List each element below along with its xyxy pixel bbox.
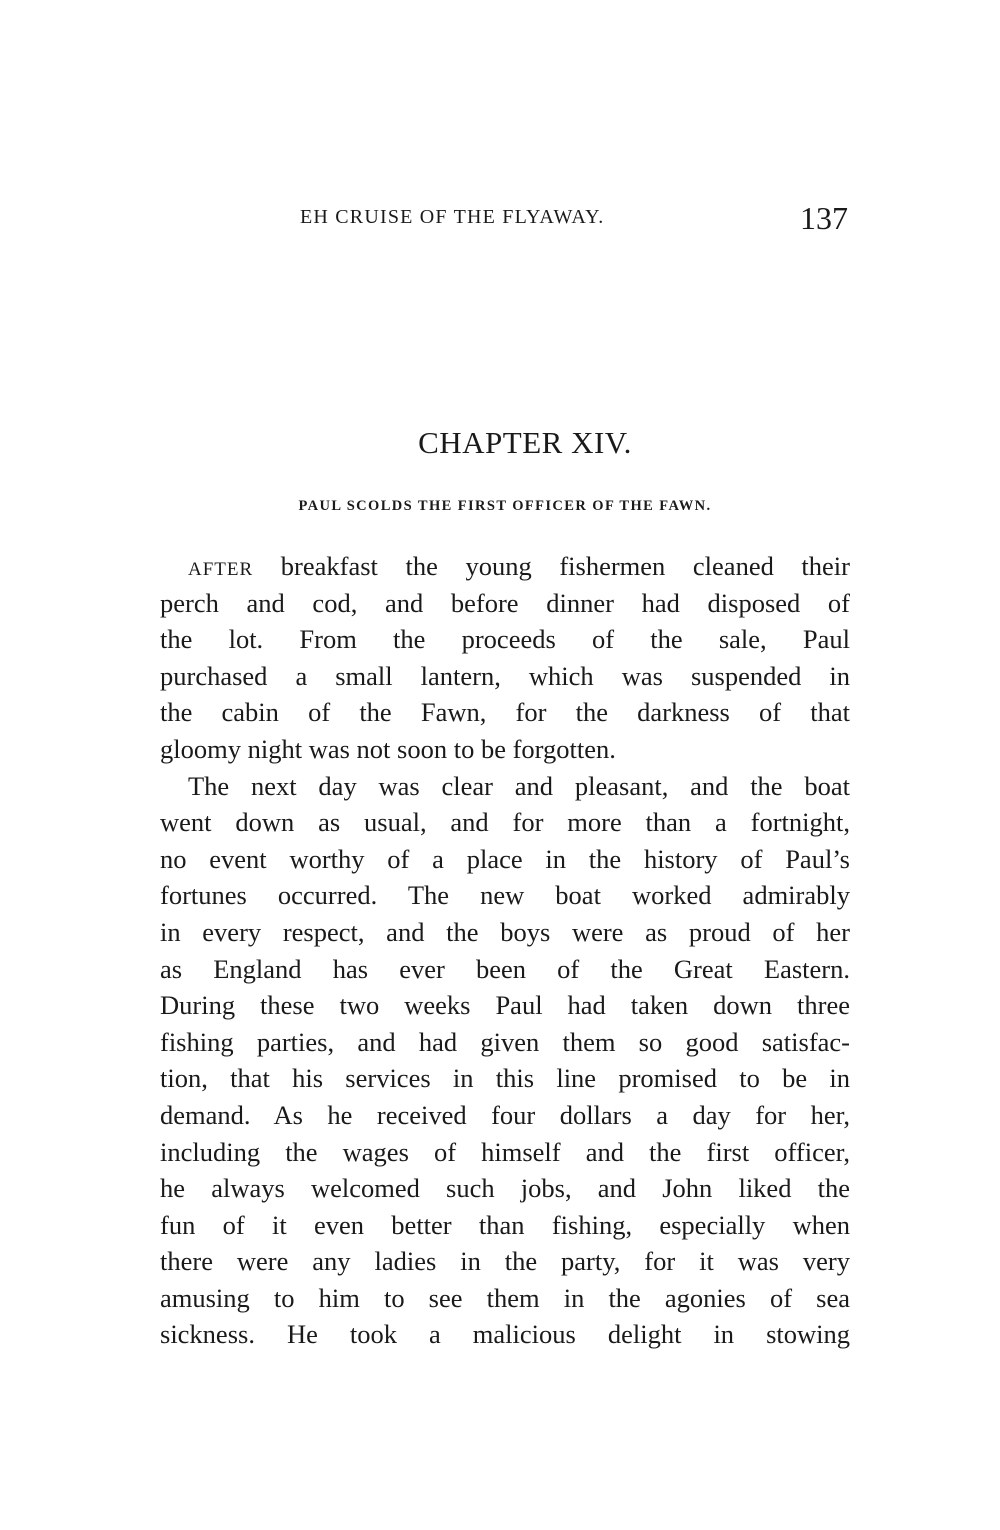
text-line: purchased a small lantern, which was suspended in [160, 660, 850, 691]
text-line: he always welcomed such jobs, and John liked the [160, 1173, 850, 1204]
running-head [300, 200, 848, 240]
opening-word: AFTER [188, 559, 254, 580]
text-line: as England has ever been of the Great Eastern. [160, 953, 850, 984]
text-line: sickness. He took a malicious delight in stowing [160, 1319, 850, 1350]
chapter-title: CHAPTER XIV. [418, 425, 632, 460]
text-line: During these two weeks Paul had taken down three [160, 990, 850, 1021]
running-title: EH CRUISE OF THE FLYAWAY. [300, 206, 605, 228]
body-text [160, 548, 850, 1353]
text-line: tion, that his services in this line promised to be in [160, 1063, 850, 1094]
chapter-subtitle: PAUL SCOLDS THE FIRST OFFICER OF THE FAWN. [298, 498, 712, 514]
text-line: fun of it even better than fishing, especially when [160, 1209, 850, 1240]
text-line: including the wages of himself and the first officer, [160, 1136, 850, 1167]
text-line: amusing to him to see them in the agonies of sea [160, 1282, 850, 1313]
text-line: in every respect, and the boys were as proud of her [160, 916, 850, 947]
text-line: AFTER breakfast the young fishermen cleaned their [188, 551, 850, 581]
text-line: fishing parties, and had given them so good satisfac- [160, 1026, 850, 1057]
text-line: there were any ladies in the party, for it was very [160, 1246, 850, 1277]
text-line: gloomy night was not soon to be forgotten. [160, 733, 616, 764]
text-line: the lot. From the proceeds of the sale, Paul [160, 624, 850, 655]
text-line: The next day was clear and pleasant, and the boat [188, 770, 850, 801]
text-line: went down as usual, and for more than a fortnight, [160, 807, 850, 838]
page-number: 137 [800, 200, 848, 236]
text-line: demand. As he received four dollars a day for her, [160, 1099, 850, 1130]
text-line: no event worthy of a place in the history of Paul’s [160, 843, 850, 874]
text-line: fortunes occurred. The new boat worked admirably [160, 880, 850, 911]
text-line: perch and cod, and before dinner had disposed of [160, 587, 850, 618]
text-line: the cabin of the Fawn, for the darkness of that [160, 697, 850, 728]
